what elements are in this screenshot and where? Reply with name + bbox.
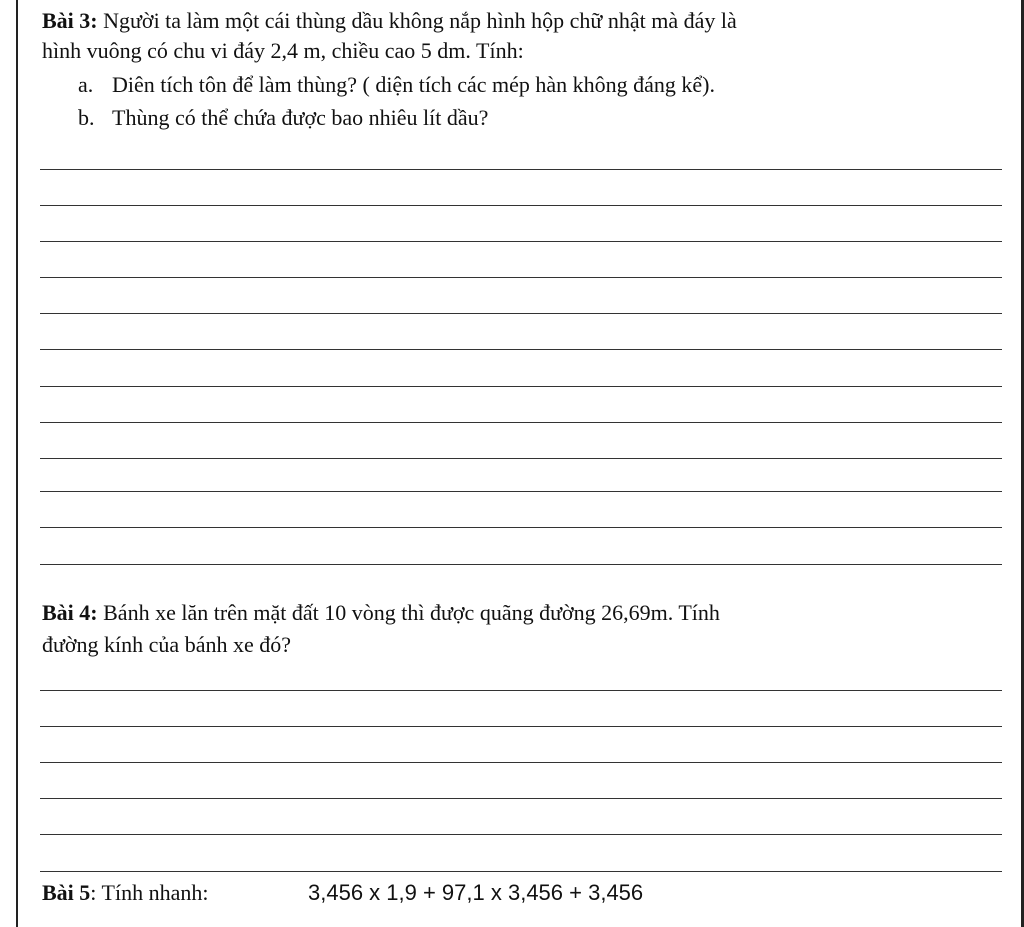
bai4-answer-line [40,834,1002,835]
bai3-label: Bài 3: [42,8,98,33]
bai3-answer-line [40,241,1002,242]
bai4-line1 [42,600,720,626]
bai4-answer-line [40,871,1002,872]
bai3-item-b-marker: b. [78,105,95,130]
bai3-text-line1: Người ta làm một cái thùng dầu không nắp hình hộp chữ nhật mà đáy là [97,8,737,33]
bai4-line2: đường kính của bánh xe đó? [42,632,291,657]
bai3-answer-line [40,386,1002,387]
bai3-line1 [42,8,737,34]
bai3-answer-line [40,313,1002,314]
bai5-line [42,880,208,906]
bai5-prompt: : Tính nhanh: [90,880,209,905]
bai4-answer-line [40,762,1002,763]
bai3-answer-line [40,349,1002,350]
bai3-answer-line [40,527,1002,528]
bai3-line2: hình vuông có chu vi đáy 2,4 m, chiều cao 5 dm. Tính: [42,38,524,63]
bai4-answer-line [40,690,1002,691]
bai4-text-line1: Bánh xe lăn trên mặt đất 10 vòng thì được quãng đường 26,69m. Tính [97,600,720,625]
bai3-answer-line [40,422,1002,423]
bai3-answer-line [40,205,1002,206]
bai3-item-b: Thùng có thể chứa được bao nhiêu lít dầu? [112,105,489,130]
bai3-item-a-marker: a. [78,72,94,97]
bai4-answer-line [40,798,1002,799]
bai3-item-a: Diên tích tôn để làm thùng? ( diện tích các mép hàn không đáng kể). [112,72,715,97]
bai3-answer-line [40,564,1002,565]
page-border-left [16,0,18,927]
bai5-label: Bài 5 [42,880,91,905]
bai3-answer-line [40,491,1002,492]
bai3-answer-line [40,458,1002,459]
bai5-expression: 3,456 x 1,9 + 97,1 x 3,456 + 3,456 [308,880,644,905]
bai4-label: Bài 4: [42,600,98,625]
bai3-answer-line [40,277,1002,278]
bai3-answer-line [40,169,1002,170]
bai4-answer-line [40,726,1002,727]
